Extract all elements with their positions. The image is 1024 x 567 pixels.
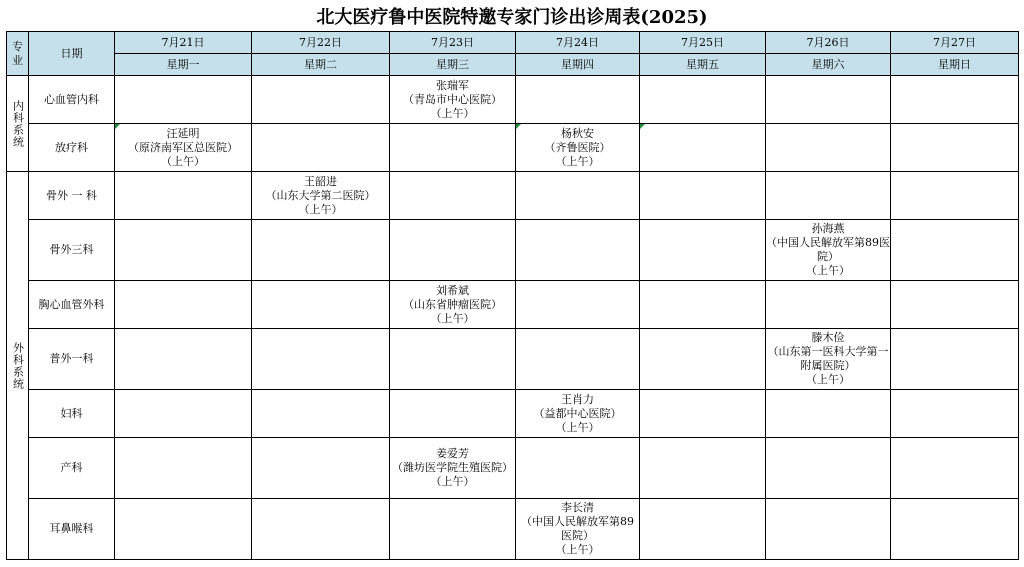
- schedule-cell: [766, 124, 891, 172]
- schedule-cell: [115, 390, 252, 438]
- schedule-cell: [252, 220, 390, 281]
- schedule-cell: [891, 499, 1019, 560]
- system-label-neike: 内科系统: [7, 76, 29, 172]
- schedule-cell: [891, 220, 1019, 281]
- header-date: 7月23日: [390, 32, 516, 54]
- schedule-cell: 李长清 （中国人民解放军第89医院） （上午）: [516, 499, 640, 560]
- schedule-cell: [390, 124, 516, 172]
- dept-label: 妇科: [29, 390, 115, 438]
- dept-label: 放疗科: [29, 124, 115, 172]
- schedule-cell: [516, 76, 640, 124]
- schedule-cell: [640, 438, 766, 499]
- header-riqi: 日期: [29, 32, 115, 76]
- schedule-cell: [640, 220, 766, 281]
- header-date: 7月27日: [891, 32, 1019, 54]
- header-weekday: 星期五: [640, 54, 766, 76]
- header-weekday: 星期日: [891, 54, 1019, 76]
- schedule-cell: 王韶进 （山东大学第二医院） （上午）: [252, 172, 390, 220]
- schedule-cell: [115, 172, 252, 220]
- schedule-cell: 汪延明 （原济南军区总医院） （上午）: [115, 124, 252, 172]
- schedule-cell: [640, 329, 766, 390]
- schedule-cell: [891, 281, 1019, 329]
- schedule-cell: [640, 390, 766, 438]
- schedule-cell: [252, 76, 390, 124]
- schedule-cell: [640, 172, 766, 220]
- schedule-table: [6, 31, 1019, 560]
- schedule-cell: [252, 390, 390, 438]
- schedule-cell: [891, 438, 1019, 499]
- header-weekday: 星期一: [115, 54, 252, 76]
- dept-label: 产科: [29, 438, 115, 499]
- schedule-cell: [640, 281, 766, 329]
- dept-label: 骨外 一 科: [29, 172, 115, 220]
- schedule-cell: 刘希斌 （山东省肿瘤医院） （上午）: [390, 281, 516, 329]
- schedule-cell: 张瑞军 （青岛市中心医院） （上午）: [390, 76, 516, 124]
- schedule-cell: [766, 76, 891, 124]
- header-date: 7月22日: [252, 32, 390, 54]
- system-label-waike: 外科系统: [7, 172, 29, 560]
- schedule-cell: [115, 76, 252, 124]
- schedule-cell: [640, 499, 766, 560]
- schedule-cell: [390, 390, 516, 438]
- schedule-cell: [891, 76, 1019, 124]
- header-date: 7月24日: [516, 32, 640, 54]
- schedule-cell: [766, 390, 891, 438]
- header-weekday: 星期三: [390, 54, 516, 76]
- schedule-cell: [115, 329, 252, 390]
- schedule-cell: [891, 172, 1019, 220]
- schedule-cell: [516, 172, 640, 220]
- header-weekday: 星期六: [766, 54, 891, 76]
- schedule-cell: 孙海燕 （中国人民解放军第89医院） （上午）: [766, 220, 891, 281]
- schedule-cell: 滕木俭 （山东第一医科大学第一附属医院） （上午）: [766, 329, 891, 390]
- schedule-cell: 姜爱芳 （潍坊医学院生殖医院） （上午）: [390, 438, 516, 499]
- schedule-cell: [640, 124, 766, 172]
- schedule-cell: [766, 438, 891, 499]
- schedule-cell: [252, 438, 390, 499]
- dept-label: 耳鼻喉科: [29, 499, 115, 560]
- schedule-cell: [115, 281, 252, 329]
- schedule-cell: [252, 124, 390, 172]
- schedule-cell: [115, 499, 252, 560]
- schedule-cell: 王肖力 （益都中心医院） （上午）: [516, 390, 640, 438]
- schedule-cell: [252, 499, 390, 560]
- schedule-cell: [516, 220, 640, 281]
- schedule-cell: [516, 329, 640, 390]
- dept-label: 心血管内科: [29, 76, 115, 124]
- dept-label: 胸心血管外科: [29, 281, 115, 329]
- schedule-cell: [516, 438, 640, 499]
- schedule-cell: [516, 281, 640, 329]
- schedule-cell: [640, 76, 766, 124]
- schedule-cell: [766, 499, 891, 560]
- schedule-cell: [252, 329, 390, 390]
- schedule-cell: [390, 329, 516, 390]
- schedule-cell: [115, 438, 252, 499]
- header-date: 7月26日: [766, 32, 891, 54]
- schedule-cell: [766, 281, 891, 329]
- dept-label: 普外一科: [29, 329, 115, 390]
- schedule-cell: [115, 220, 252, 281]
- schedule-cell: [390, 172, 516, 220]
- schedule-cell: [252, 281, 390, 329]
- schedule-cell: [390, 499, 516, 560]
- schedule-cell: 杨秋安 （齐鲁医院） （上午）: [516, 124, 640, 172]
- dept-label: 骨外三科: [29, 220, 115, 281]
- schedule-cell: [390, 220, 516, 281]
- schedule-cell: [891, 124, 1019, 172]
- page-title: 北大医疗鲁中医院特邀专家门诊出诊周表(2025): [316, 7, 708, 28]
- schedule-cell: [766, 172, 891, 220]
- schedule-cell: [891, 390, 1019, 438]
- header-weekday: 星期四: [516, 54, 640, 76]
- schedule-cell: [891, 329, 1019, 390]
- header-date: 7月21日: [115, 32, 252, 54]
- header-zhuanye: 专业: [7, 32, 29, 76]
- header-weekday: 星期二: [252, 54, 390, 76]
- header-date: 7月25日: [640, 32, 766, 54]
